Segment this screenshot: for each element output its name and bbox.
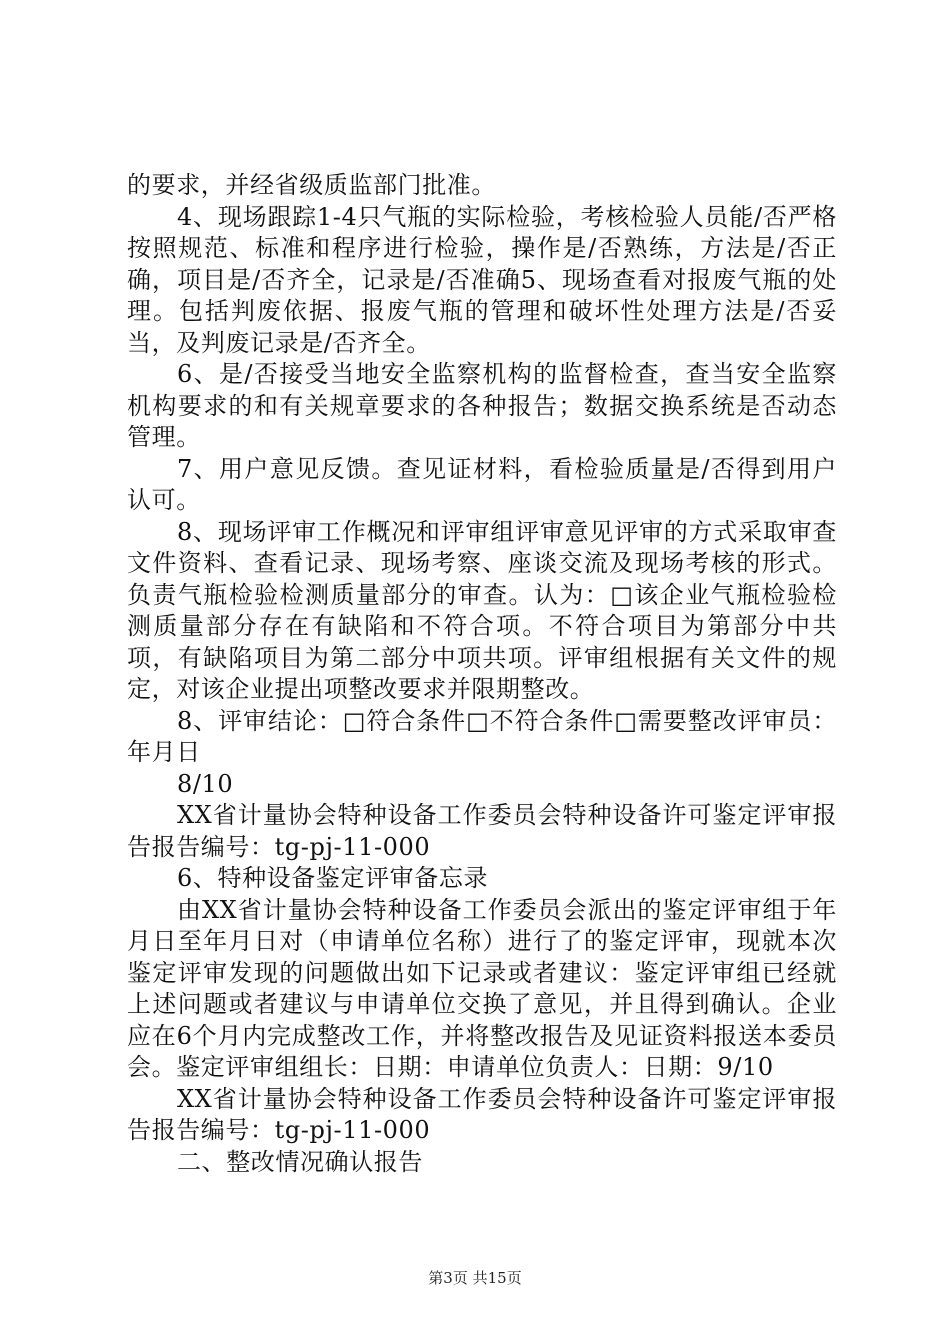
paragraph-3: 7、用户意见反馈。查见证材料，看检验质量是/否得到用户认可。 <box>127 454 837 514</box>
paragraph-6: 8/10 <box>177 769 234 798</box>
page-number-footer: 第3页 共15页 <box>428 1269 522 1287</box>
document-body <box>127 170 837 1178</box>
paragraph-1: 4、现场跟踪1-4只气瓶的实际检验，考核检验人员能/否严格按照规范、标准和程序进行检验，操作是/否熟练，方法是/否正确，项目是/否齐全，记录是/否准确5、现场查看对报废气瓶的处理。包括判废依据、报废气瓶的管理和破坏性处理方法是/否妥当，及判废记录是/否齐全。 <box>127 202 837 357</box>
paragraph-5: 8、评审结论：□符合条件□不符合条件□需要整改评审员：年月日 <box>127 706 837 766</box>
paragraph-7: XX省计量协会特种设备工作委员会特种设备许可鉴定评审报告报告编号：tg-pj-11-000 <box>127 801 837 861</box>
paragraph-0: 的要求，并经省级质监部门批准。 <box>127 171 496 199</box>
paragraph-2: 6、是/否接受当地安全监察机构的监督检查，查当安全监察机构要求的和有关规章要求的各种报告；数据交换系统是否动态管理。 <box>127 360 837 451</box>
paragraph-11: 二、整改情况确认报告 <box>177 1147 423 1176</box>
paragraph-8: 6、特种设备鉴定评审备忘录 <box>177 864 489 892</box>
paragraph-4: 8、现场评审工作概况和评审组评审意见评审的方式采取审查文件资料、查看记录、现场考察、座谈交流及现场考核的形式。负责气瓶检验检测质量部分的审查。认为：□该企业气瓶检验检测质量部分存在有缺陷和不符合项。不符合项目为第部分中共项，有缺陷项目为第二部分中项共项。评审组根据有关文件的规定，对该企业提出项整改要求并限期整改。 <box>127 517 837 703</box>
paragraph-10: XX省计量协会特种设备工作委员会特种设备许可鉴定评审报告报告编号：tg-pj-11-000 <box>127 1084 837 1144</box>
paragraph-9: 由XX省计量协会特种设备工作委员会派出的鉴定评审组于年月日至年月日对（申请单位名称）进行了的鉴定评审，现就本次鉴定评审发现的问题做出如下记录或者建议：鉴定评审组已经就上述问题或者建议与申请单位交换了意见，并且得到确认。企业应在6个月内完成整改工作，并将整改报告及见证资料报送本委员会。鉴定评审组组长：日期：申请单位负责人：日期：9/10 <box>127 895 837 1081</box>
